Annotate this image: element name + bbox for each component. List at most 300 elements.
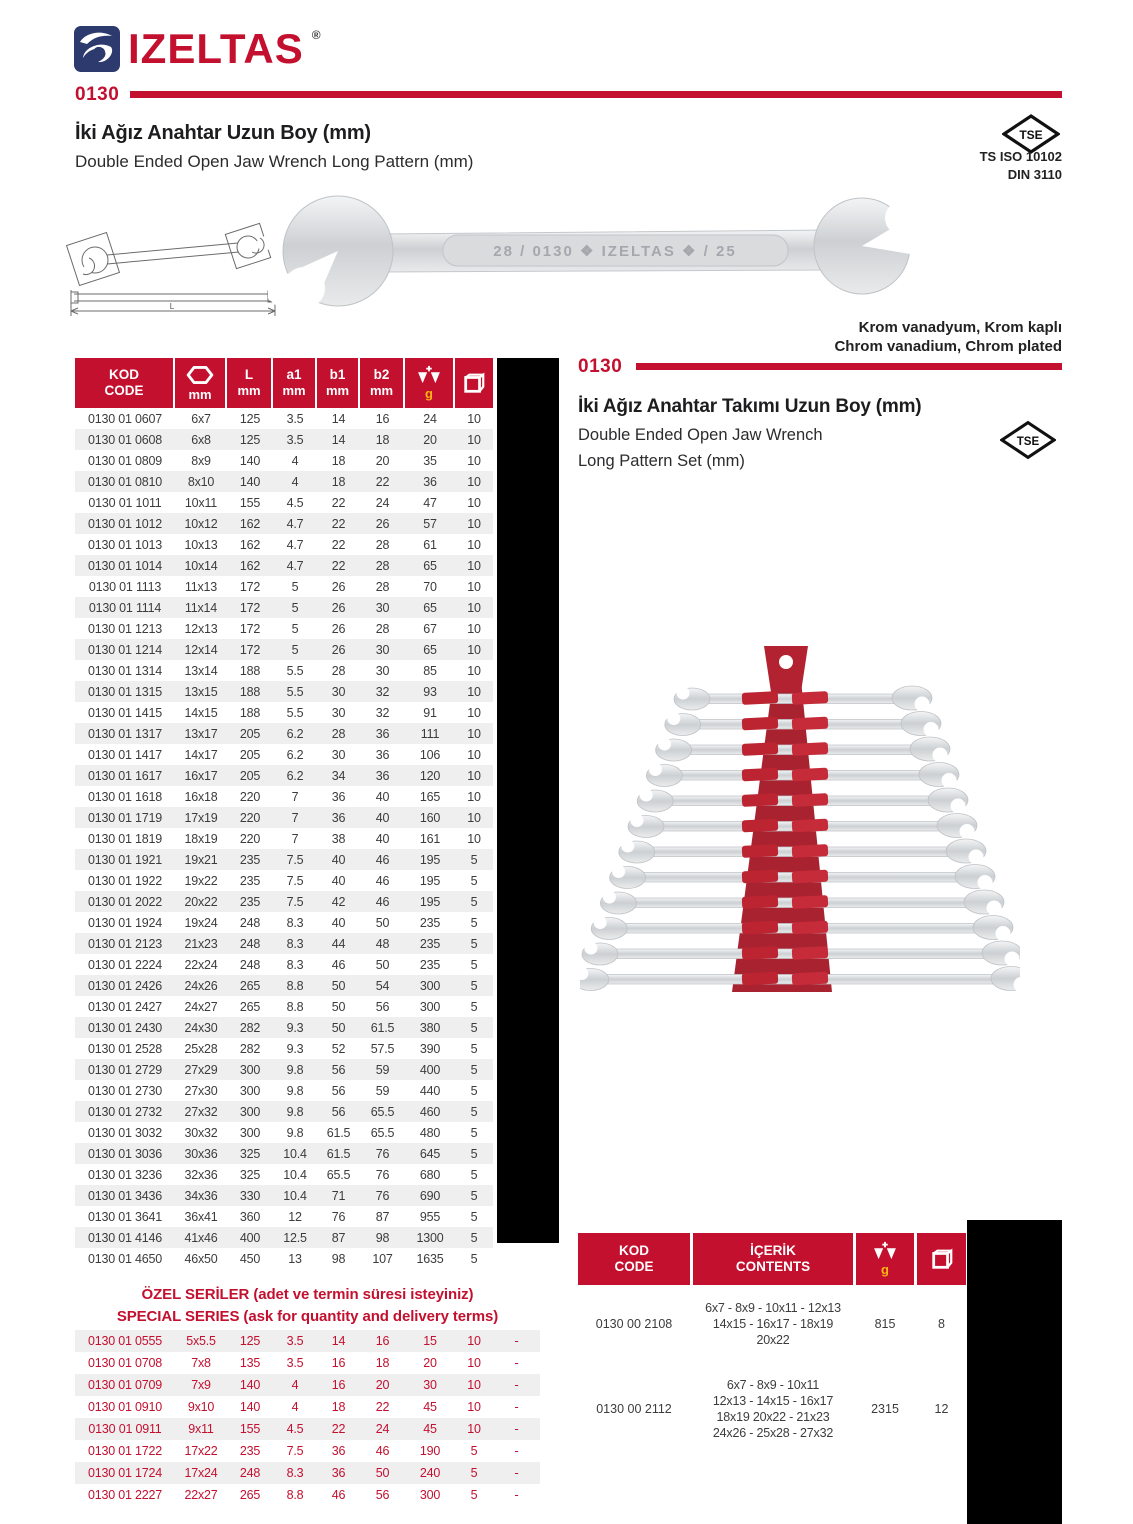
table-cell: 10 [467, 579, 481, 594]
table-cell: 3.5 [286, 1356, 304, 1370]
table-row [75, 1059, 493, 1080]
table-cell: 400 [419, 1062, 441, 1077]
table-cell: 155 [239, 495, 261, 510]
table-cell: 10 [467, 537, 481, 552]
table-cell: 5 [470, 1188, 478, 1203]
table-cell: 9.3 [286, 1020, 304, 1035]
table-cell: 98 [375, 1230, 390, 1245]
table-cell: 87 [331, 1230, 346, 1245]
table-cell: 22 [331, 1422, 346, 1436]
table-cell: - [514, 1466, 519, 1480]
standard-ts-iso: TS ISO 10102 [979, 149, 1062, 164]
table-row [75, 870, 493, 891]
table-cell: 10 [467, 663, 481, 678]
table-cell: 28 [375, 558, 390, 573]
table-cell: 188 [239, 684, 261, 699]
table-cell: 26 [331, 600, 346, 615]
table-cell: 125 [239, 411, 261, 426]
table-cell: 13x15 [184, 684, 218, 699]
table-cell: 9.3 [286, 1041, 304, 1056]
table-row [75, 1227, 493, 1248]
table-cell: 32 [375, 684, 390, 699]
table-row [75, 471, 493, 492]
table-cell: 3.5 [286, 432, 304, 447]
table-cell: 0130 01 4146 [87, 1230, 163, 1245]
table-cell: 4.7 [286, 537, 304, 552]
table-cell: 14 [331, 432, 346, 447]
table-cell: 248 [239, 915, 261, 930]
table-cell: 5.5 [286, 705, 304, 720]
table-cell: 0130 01 1011 [88, 495, 162, 510]
set-title-en-2: Long Pattern Set (mm) [578, 452, 745, 470]
table-cell: 36 [331, 1466, 346, 1480]
table-cell: 46 [331, 1488, 346, 1502]
table-cell: 93 [423, 684, 437, 699]
table-cell: 67 [423, 621, 437, 636]
table-row [75, 576, 493, 597]
table-cell: 7.5 [286, 873, 304, 888]
table-cell: 32 [375, 705, 390, 720]
main-table-body [75, 408, 493, 1269]
set-title-en-1: Double Ended Open Jaw Wrench [578, 426, 823, 444]
table-row [75, 1101, 493, 1122]
table-cell: 18 [331, 453, 346, 468]
table-cell: 300 [419, 999, 441, 1014]
table-cell: 400 [239, 1230, 261, 1245]
table-row [75, 744, 493, 765]
table-cell: 10 [467, 1378, 481, 1392]
table-cell: 12x13 [184, 621, 218, 636]
table-cell: 65 [423, 558, 437, 573]
table-cell: 0130 01 1314 [87, 663, 163, 678]
table-cell: 16 [331, 1378, 346, 1392]
table-cell: 0130 01 0607 [87, 411, 163, 426]
set-header-cell-contents: İÇERİK CONTENTS [693, 1233, 853, 1285]
table-cell: 248 [239, 957, 261, 972]
table-cell: 195 [419, 873, 441, 888]
table-cell: 460 [419, 1104, 441, 1119]
table-cell: 50 [331, 978, 346, 993]
table-cell: 10 [467, 810, 481, 825]
table-cell: 955 [419, 1209, 441, 1224]
table-cell: 235 [239, 852, 261, 867]
table-cell: 380 [419, 1020, 441, 1035]
table-cell: 18 [331, 1400, 346, 1414]
table-cell: 5 [470, 1488, 478, 1502]
table-cell: 4 [291, 1400, 299, 1414]
table-cell: 480 [419, 1125, 441, 1140]
table-cell: 17x19 [184, 810, 218, 825]
table-cell: 36 [375, 747, 390, 762]
table-cell: 65.5 [326, 1167, 351, 1182]
table-cell: 7 [291, 789, 299, 804]
table-cell: 360 [239, 1209, 261, 1224]
table-cell: 20 [423, 1356, 437, 1370]
special-table-row [75, 1418, 540, 1440]
svg-text:TSE: TSE [1016, 435, 1040, 448]
header-cell-weight: g [405, 358, 455, 408]
table-cell: 70 [423, 579, 437, 594]
table-cell: 42 [331, 894, 346, 909]
right-section-code: 0130 [578, 356, 623, 377]
table-cell: 61 [423, 537, 437, 552]
table-cell: 5 [470, 999, 478, 1014]
table-cell: 48 [375, 936, 390, 951]
table-cell: 46 [375, 852, 390, 867]
table-cell: 56 [331, 1083, 346, 1098]
table-cell: 24x30 [184, 1020, 218, 1035]
table-cell: 76 [375, 1146, 390, 1161]
table-cell: 0130 01 3236 [87, 1167, 163, 1182]
table-row [75, 1164, 493, 1185]
table-row [75, 723, 493, 744]
table-cell: 16 [375, 411, 390, 426]
table-cell: 16 [375, 1334, 390, 1348]
table-cell: 5 [470, 894, 478, 909]
table-cell: 36 [331, 789, 346, 804]
table-cell: 0130 01 2224 [87, 957, 163, 972]
table-cell: 5 [291, 642, 299, 657]
table-cell: 0130 01 1013 [87, 537, 163, 552]
table-cell: 24x26 [184, 978, 218, 993]
table-cell: 0130 01 2123 [87, 936, 163, 951]
table-cell: 4.5 [286, 495, 304, 510]
table-cell: 12 [288, 1209, 302, 1224]
table-row [75, 1143, 493, 1164]
table-cell: 65.5 [370, 1125, 395, 1140]
table-cell: 45 [423, 1400, 437, 1414]
table-cell: 265 [239, 1488, 261, 1502]
table-cell: 28 [375, 621, 390, 636]
table-row [75, 660, 493, 681]
table-cell: 18x19 [184, 831, 218, 846]
table-cell: 71 [331, 1188, 346, 1203]
main-table [75, 358, 493, 1269]
table-row [75, 1017, 493, 1038]
table-cell: 13x14 [184, 663, 218, 678]
set-photo [580, 640, 1020, 1005]
special-series-body [75, 1330, 540, 1506]
table-cell: 9.8 [286, 1083, 304, 1098]
table-cell: 0130 01 3436 [87, 1188, 163, 1203]
table-row [75, 933, 493, 954]
table-cell: 0130 01 1012 [87, 516, 163, 531]
table-cell: 111 [420, 726, 440, 741]
table-cell: 5 [470, 978, 478, 993]
table-cell: 52 [331, 1041, 346, 1056]
table-cell: 10 [467, 453, 481, 468]
table-cell: 0130 01 1617 [87, 768, 163, 783]
table-cell: 0130 01 3036 [87, 1146, 163, 1161]
table-cell: - [514, 1400, 519, 1414]
table-cell: 61.5 [326, 1125, 351, 1140]
table-cell: 30 [331, 684, 346, 699]
table-cell: 46 [375, 1444, 390, 1458]
table-cell: 7 [291, 810, 299, 825]
table-cell: 10 [467, 516, 481, 531]
table-cell: 0130 01 2227 [87, 1488, 163, 1502]
table-cell: 36x41 [184, 1209, 218, 1224]
table-cell: 36 [331, 810, 346, 825]
wrench-stamp: 28 / 0130 ❖ IZELTAS ❖ / 25 [493, 243, 737, 260]
table-cell: 38 [331, 831, 346, 846]
table-cell: 22 [331, 558, 346, 573]
set-box: 8 [938, 1317, 945, 1331]
table-cell: 195 [419, 894, 441, 909]
table-cell: 65 [423, 600, 437, 615]
table-cell: 160 [419, 810, 441, 825]
table-cell: 300 [419, 978, 441, 993]
table-cell: 57 [423, 516, 437, 531]
table-cell: 5 [470, 852, 478, 867]
table-cell: 5 [291, 621, 299, 636]
table-cell: 18 [375, 432, 390, 447]
special-table-row [75, 1352, 540, 1374]
table-cell: 28 [331, 726, 346, 741]
table-cell: 20 [423, 432, 437, 447]
table-row [75, 828, 493, 849]
table-cell: 450 [239, 1251, 261, 1266]
table-cell: 0130 01 2729 [87, 1062, 163, 1077]
table-cell: 26 [331, 642, 346, 657]
table-cell: 8.8 [286, 999, 304, 1014]
table-cell: 0130 01 0911 [88, 1422, 162, 1436]
table-cell: 19x24 [184, 915, 218, 930]
table-cell: 87 [375, 1209, 390, 1224]
table-cell: 50 [331, 999, 346, 1014]
table-cell: 162 [239, 558, 261, 573]
table-cell: 0130 01 3641 [87, 1209, 163, 1224]
table-cell: 140 [239, 1378, 261, 1392]
table-cell: 5 [291, 600, 299, 615]
scale-icon [871, 1241, 899, 1261]
table-cell: 40 [331, 852, 346, 867]
table-cell: 300 [239, 1125, 261, 1140]
table-cell: 8.8 [286, 1488, 304, 1502]
table-cell: 28 [375, 537, 390, 552]
table-cell: 4.7 [286, 516, 304, 531]
brand-wordmark: IZELTAS [128, 25, 304, 72]
set-code: 0130 00 2108 [595, 1317, 673, 1331]
table-cell: 46 [375, 894, 390, 909]
table-cell: 248 [239, 1466, 261, 1480]
set-contents: 6x7 - 8x9 - 10x11 - 12x13 14x15 - 16x17 - 18x19 20x22 [705, 1301, 841, 1347]
table-cell: 10 [467, 831, 481, 846]
table-cell: 0130 01 1924 [87, 915, 163, 930]
tech-drawing [62, 210, 287, 322]
table-cell: 10x12 [184, 516, 218, 531]
table-cell: 205 [239, 726, 261, 741]
table-cell: 30x32 [184, 1125, 218, 1140]
table-cell: 240 [419, 1466, 441, 1480]
table-cell: 5 [470, 1020, 478, 1035]
table-cell: 36 [331, 1444, 346, 1458]
table-cell: 0130 01 1114 [88, 600, 162, 615]
special-series-title-tr: ÖZEL SERİLER (adet ve termin süresi isteyiniz) [141, 1286, 474, 1303]
table-cell: 220 [239, 831, 261, 846]
table-cell: 0130 01 0555 [87, 1334, 163, 1348]
table-cell: 0130 01 0810 [87, 474, 163, 489]
table-cell: 6.2 [286, 726, 304, 741]
header-cell-b2: b2 mm [360, 358, 405, 408]
table-row [75, 429, 493, 450]
table-cell: 0130 01 1719 [87, 810, 163, 825]
table-cell: 56 [331, 1104, 346, 1119]
table-cell: 235 [419, 936, 441, 951]
section-divider [130, 91, 1062, 98]
table-cell: 10 [467, 1356, 481, 1370]
table-cell: 220 [239, 789, 261, 804]
table-row [75, 954, 493, 975]
table-cell: 235 [239, 894, 261, 909]
table-cell: 46 [331, 957, 346, 972]
table-cell: 24 [375, 1422, 390, 1436]
wrench-photo [268, 178, 933, 328]
set-weight: 815 [874, 1317, 896, 1331]
table-cell: 11x14 [184, 600, 218, 615]
table-cell: 7x9 [191, 1378, 211, 1392]
table-cell: 155 [239, 1422, 261, 1436]
table-cell: 248 [239, 936, 261, 951]
main-table-header [75, 358, 493, 408]
table-row [75, 975, 493, 996]
table-cell: 172 [239, 621, 261, 636]
table-cell: 50 [375, 957, 390, 972]
table-row [75, 492, 493, 513]
table-cell: 56 [331, 1062, 346, 1077]
table-cell: 4.5 [286, 1422, 304, 1436]
table-cell: 10 [467, 747, 481, 762]
table-row [75, 534, 493, 555]
table-cell: 300 [239, 1104, 261, 1119]
table-row [75, 450, 493, 471]
table-cell: 4 [291, 1378, 299, 1392]
table-cell: 40 [331, 915, 346, 930]
table-cell: 220 [239, 810, 261, 825]
table-cell: 32x36 [184, 1167, 218, 1182]
table-cell: 125 [239, 1334, 261, 1348]
table-cell: 0130 01 4650 [87, 1251, 163, 1266]
table-cell: 0130 01 1819 [87, 831, 163, 846]
black-bar-right-of-table [497, 358, 559, 1243]
table-cell: 5 [470, 1167, 478, 1182]
package-icon [462, 371, 486, 395]
table-row [75, 1038, 493, 1059]
table-cell: 61.5 [326, 1146, 351, 1161]
table-cell: 5 [470, 1041, 478, 1056]
table-cell: 390 [419, 1041, 441, 1056]
table-cell: 325 [239, 1146, 261, 1161]
table-cell: 24x27 [184, 999, 218, 1014]
table-cell: 10 [467, 600, 481, 615]
special-table-row [75, 1484, 540, 1506]
table-cell: 40 [375, 831, 390, 846]
table-cell: 172 [239, 642, 261, 657]
table-cell: 10x13 [184, 537, 218, 552]
table-cell: 205 [239, 768, 261, 783]
table-cell: 0130 01 2528 [87, 1041, 163, 1056]
table-cell: 45 [423, 1422, 437, 1436]
table-cell: 91 [423, 705, 437, 720]
table-cell: 6.2 [286, 747, 304, 762]
table-cell: 44 [331, 936, 346, 951]
set-table [578, 1233, 967, 1455]
table-cell: 265 [239, 978, 261, 993]
table-cell: 35 [423, 453, 437, 468]
black-bar-bottom-right [967, 1220, 1062, 1524]
table-cell: 30 [375, 642, 390, 657]
table-row [75, 1122, 493, 1143]
material-note-en: Chrom vanadium, Chrom plated [834, 338, 1062, 355]
table-cell: 0130 01 1113 [88, 579, 162, 594]
table-cell: 13 [288, 1251, 302, 1266]
table-cell: 188 [239, 663, 261, 678]
table-cell: 20x22 [184, 894, 218, 909]
table-cell: 107 [372, 1251, 393, 1266]
table-cell: 28 [375, 579, 390, 594]
table-cell: 85 [423, 663, 437, 678]
table-cell: 0130 01 1213 [87, 621, 163, 636]
table-cell: 65.5 [370, 1104, 395, 1119]
header-cell-code: KOD CODE [75, 358, 175, 408]
table-cell: 10.4 [283, 1167, 307, 1182]
table-cell: 47 [423, 495, 437, 510]
table-cell: 5.5 [286, 684, 304, 699]
table-cell: 50 [375, 1466, 390, 1480]
page-title-en: Double Ended Open Jaw Wrench Long Pattern (mm) [75, 152, 474, 171]
table-cell: 125 [239, 432, 261, 447]
right-section-divider [636, 363, 1062, 370]
svg-text:L: L [169, 302, 175, 311]
set-weight: 2315 [871, 1402, 899, 1416]
table-cell: 0130 01 1415 [87, 705, 163, 720]
table-cell: 1635 [416, 1251, 444, 1266]
table-cell: 10 [467, 726, 481, 741]
table-cell: 0130 01 2732 [87, 1104, 163, 1119]
table-cell: 8.3 [286, 957, 304, 972]
table-cell: 235 [419, 957, 441, 972]
table-cell: 30 [375, 600, 390, 615]
table-cell: 26 [331, 579, 346, 594]
set-table-header [578, 1233, 967, 1285]
package-icon [930, 1247, 954, 1271]
table-cell: 0130 01 1214 [87, 642, 163, 657]
table-cell: 162 [239, 516, 261, 531]
table-cell: 190 [419, 1444, 441, 1458]
table-cell: 5 [470, 1125, 478, 1140]
table-cell: 5 [470, 1444, 478, 1458]
table-cell: 690 [419, 1188, 441, 1203]
table-cell: 11x13 [184, 579, 218, 594]
table-cell: 59 [375, 1062, 390, 1077]
table-cell: 30x36 [184, 1146, 218, 1161]
table-row [75, 891, 493, 912]
table-cell: 8x9 [191, 453, 211, 468]
table-row [75, 1248, 493, 1269]
table-cell: 18 [375, 1356, 390, 1370]
table-cell: - [514, 1488, 519, 1502]
tse-badge [1000, 420, 1056, 460]
table-cell: 4 [291, 474, 299, 489]
table-cell: 9.8 [286, 1104, 304, 1119]
table-cell: 0130 01 0608 [87, 432, 163, 447]
table-row [75, 639, 493, 660]
table-cell: 76 [331, 1209, 346, 1224]
table-cell: 10 [467, 705, 481, 720]
table-cell: 0130 01 2430 [87, 1020, 163, 1035]
table-row [75, 786, 493, 807]
table-cell: 30 [331, 705, 346, 720]
